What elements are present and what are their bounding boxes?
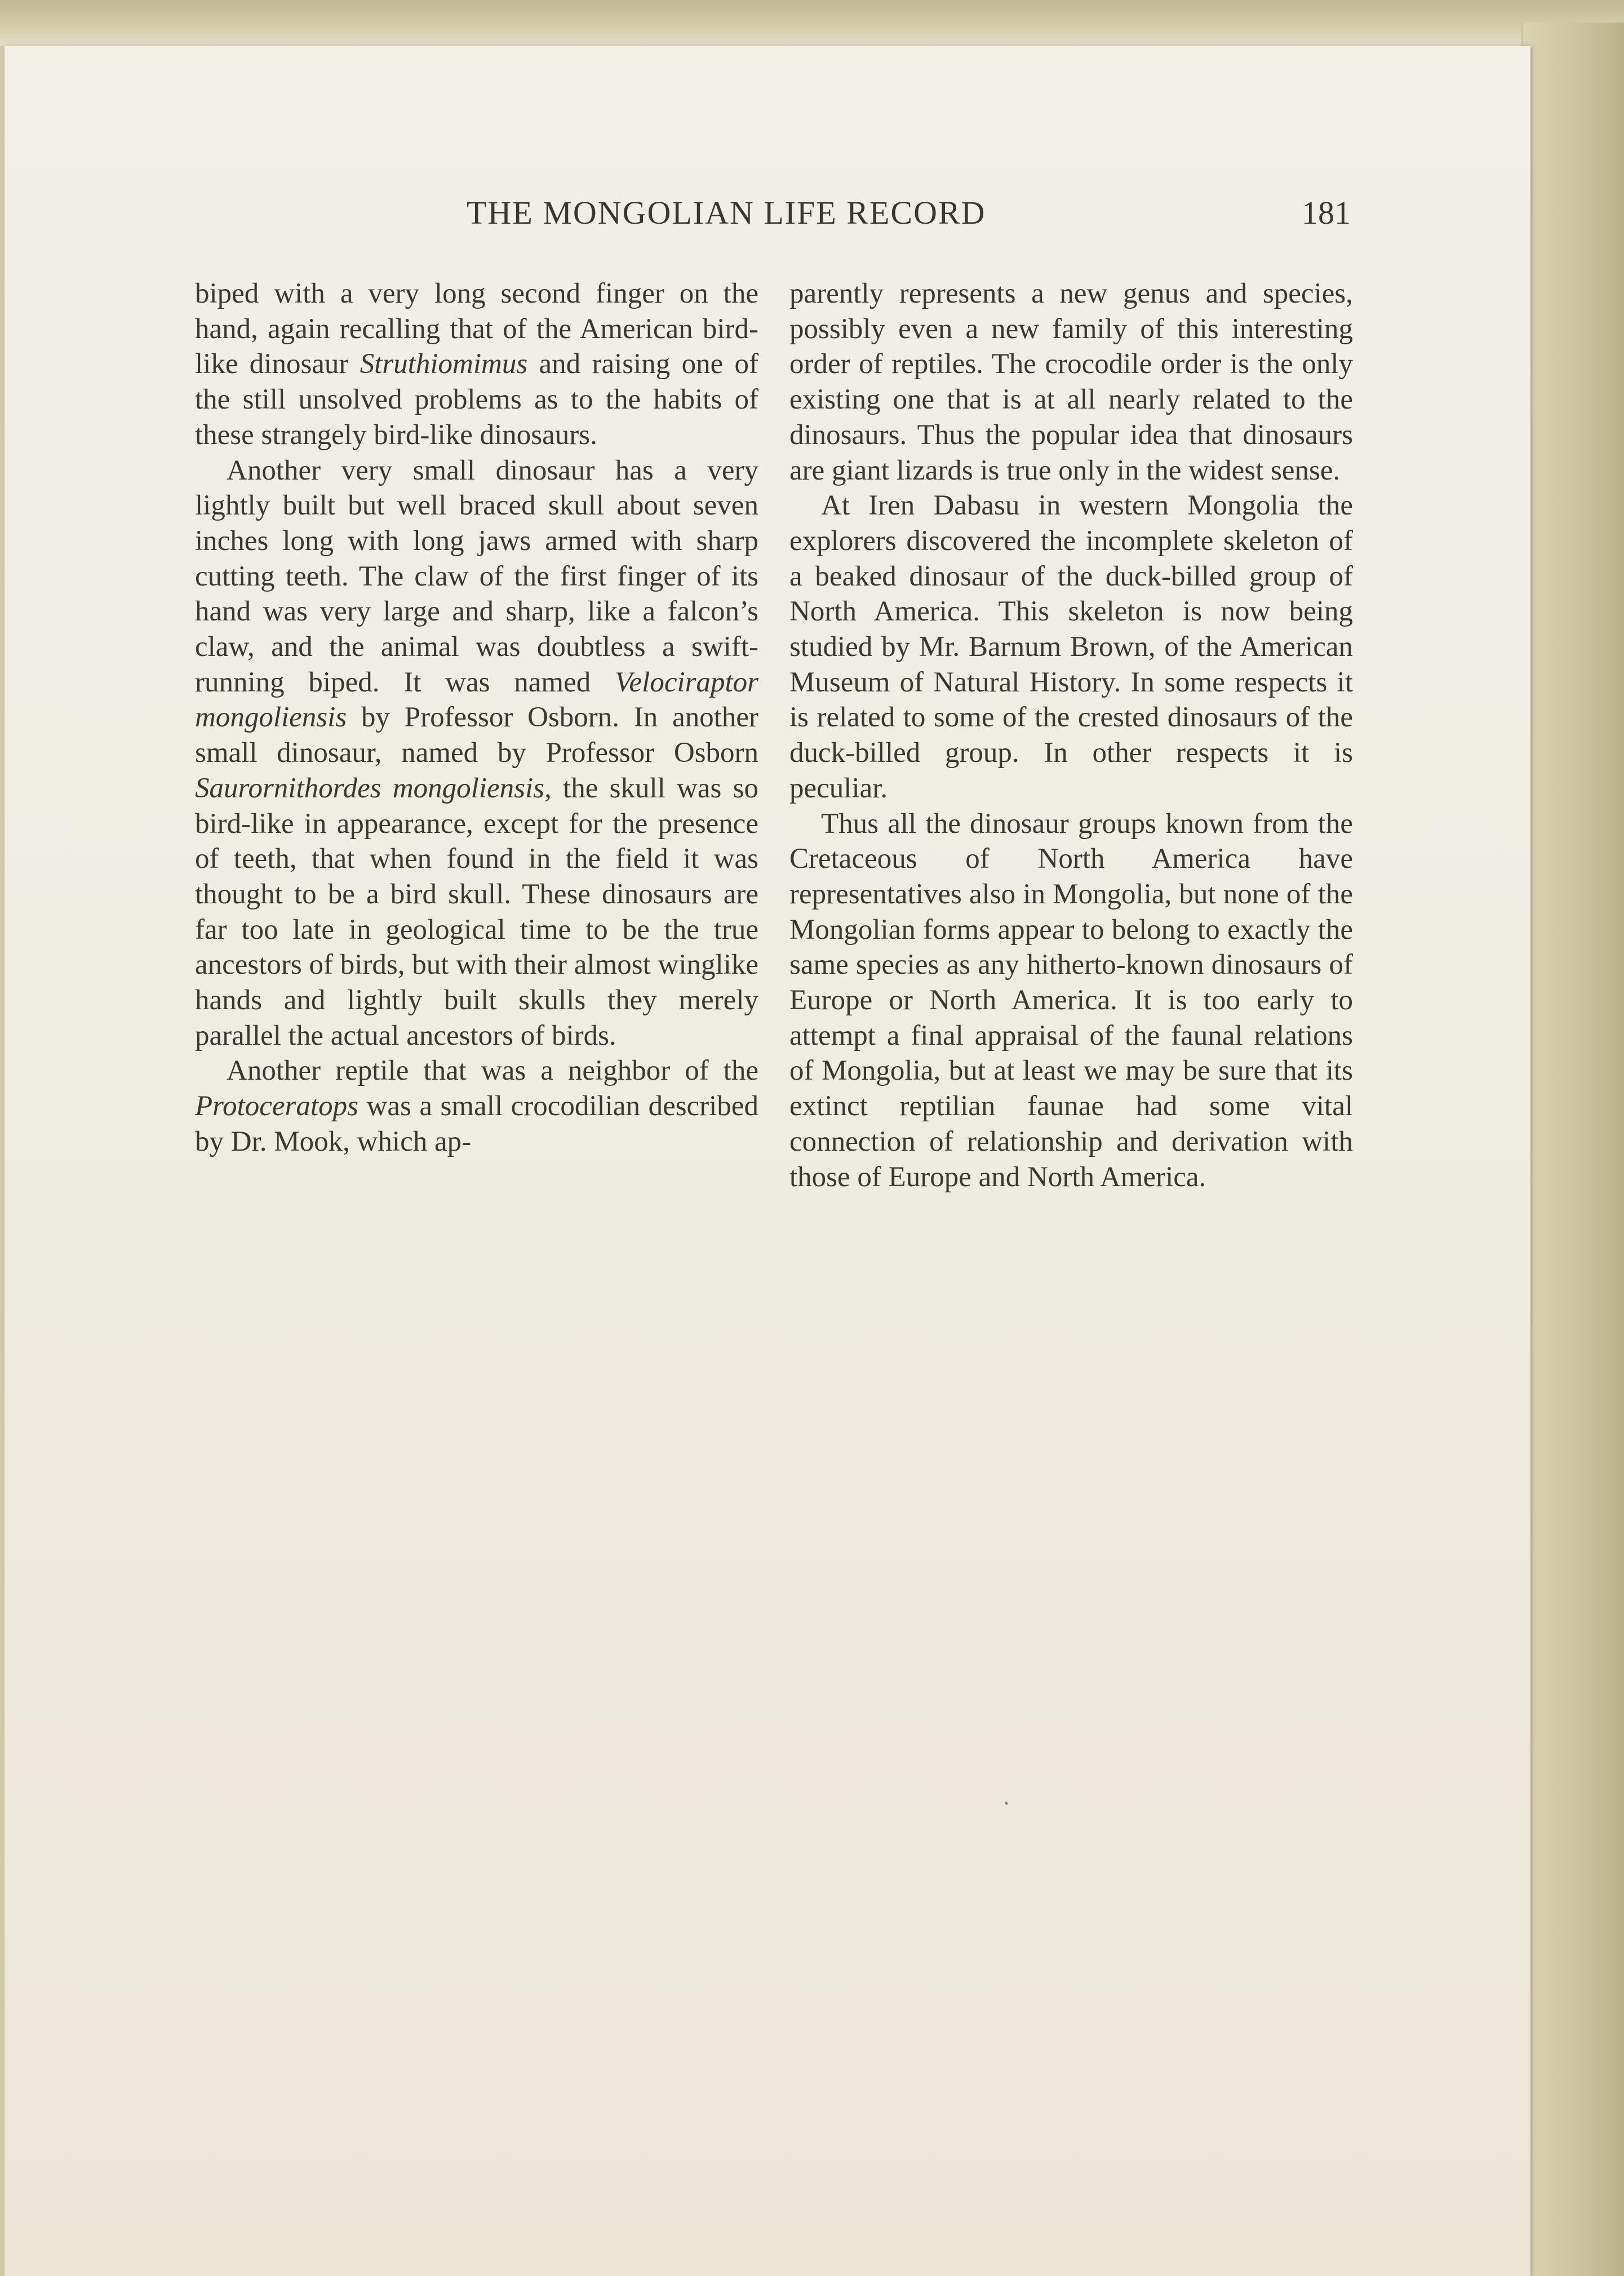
text-run: Another very small dinosaur has a very lightly built but well braced skull about seven inches long with long jaws armed with sharp cutting teeth. The claw of the first finger of its hand was very large and sharp, like a falcon’s claw, and the animal was doubtless a swift-running biped. It was named — [195, 454, 758, 698]
paragraph-velociraptor — [195, 453, 758, 1054]
paragraph-crocodilian — [195, 1053, 758, 1159]
taxon-name-italic: Struthiomimus — [360, 348, 528, 380]
text-run: by Professor Osborn. In another small dinosaur, named by Professor Osborn — [195, 702, 758, 769]
text-run: and raising one of the still unsolved problems as to the habits of these strangely bird-like dinosaurs. — [195, 348, 758, 451]
text-run: the skull was so bird-like in appearance, except for the presence of teeth, that when found in the field it was thought to be a bird skull. These dinosaurs are far too late in geological time to be the true ancestors of birds, but with their almost winglike hands and lightly built skulls they merely parallel the actual ancestors of birds. — [195, 772, 759, 1052]
underlying-sheet-edge — [1521, 23, 1624, 2276]
taxon-name-italic: Saurornithordes mongoliensis, — [195, 772, 552, 804]
paragraph-crocodile-order: parently represents a new genus and species, possibly even a new family of this interesting order of reptiles. The crocodile order is the only existing one that is at all nearly related to the dinosaurs. Thus the popular idea that dinosaurs are giant lizards is true only in the widest sense. — [789, 278, 1353, 486]
taxon-name-italic: Velociraptor mongoliensis — [195, 666, 758, 734]
text-run: was a small crocodilian described by Dr. Mook, which ap- — [195, 1090, 758, 1157]
paragraph-dinosaur-groups: Thus all the dinosaur groups known from the Cretaceous of North America have representatives also in Mongolia, but none of the Mongolian forms appear to belong to exactly the same species as any hitherto-known dinosaurs of Europe or North America. It is too early to attempt a final appraisal of the faunal relations of Mongolia, but at least we may be sure that its extinct reptilian faunae had some vital connection of relationship and derivation with those of Europe and North America. — [789, 808, 1353, 1193]
paper-speck — [1005, 1801, 1008, 1805]
running-head-title: THE MONGOLIAN LIFE RECORD — [467, 194, 986, 231]
right-text-column — [789, 276, 1353, 1195]
scan-top-edge — [0, 0, 1624, 46]
paragraph-struthiomimus — [195, 276, 758, 453]
left-text-column — [195, 276, 758, 1160]
paragraph-iren-dabasu: At Iren Dabasu in western Mongolia the explorers discovered the incomplete skeleton of a beaked dinosaur of the duck-billed group of North America. This skeleton is now being studied by Mr. Barnum Brown, of the American Museum of Natural History. In some respects it is related to some of the crested dinosaurs of the duck-billed group. In other respects it is peculiar. — [789, 490, 1353, 804]
book-page — [5, 46, 1530, 2276]
text-run: Another reptile that was a neighbor of the — [227, 1055, 758, 1087]
text-run: biped with a very long second finger on the hand, again recalling that of the American bird-like dinosaur — [195, 278, 758, 380]
page-number: 181 — [1302, 194, 1351, 231]
taxon-name-italic: Protoceratops — [195, 1090, 358, 1123]
